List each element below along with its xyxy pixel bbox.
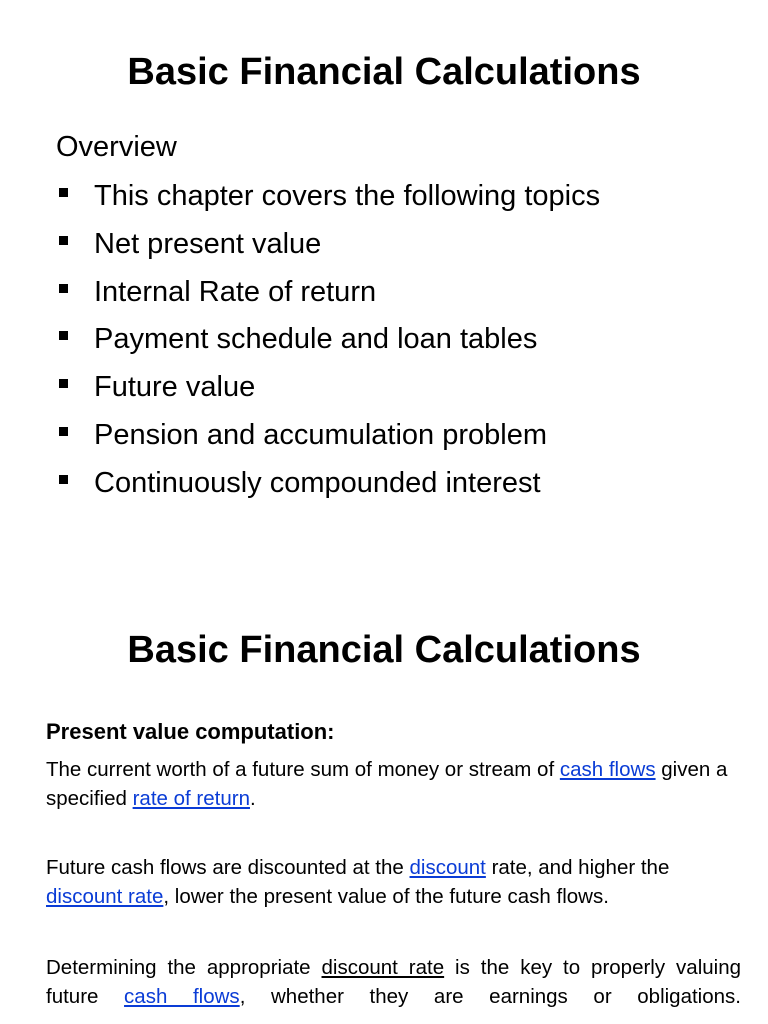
list-item-text: This chapter covers the following topics bbox=[94, 180, 601, 212]
list-item-text: Future value bbox=[94, 371, 256, 404]
list-item-text: Continuously compounded interest bbox=[94, 466, 541, 499]
square-bullet-icon bbox=[59, 236, 68, 245]
paragraph-text: , whether they are earnings or obligations. bbox=[239, 985, 741, 1008]
list-item bbox=[56, 415, 600, 463]
list-item bbox=[56, 272, 600, 320]
list-item-text: Net present value bbox=[94, 227, 322, 260]
paragraph-present-value bbox=[46, 755, 741, 813]
square-bullet-icon bbox=[59, 331, 68, 340]
overview-label: Overview bbox=[56, 131, 177, 163]
paragraph-text: Determining the appropriate bbox=[46, 956, 322, 979]
paragraph-discount-rate bbox=[46, 953, 741, 1011]
square-bullet-icon bbox=[59, 379, 68, 388]
paragraph-text: Future cash flows are discounted at the bbox=[46, 856, 410, 879]
list-item-text: Pension and accumulation problem bbox=[94, 418, 547, 451]
discount-rate-link[interactable]: discount rate bbox=[46, 885, 164, 908]
square-bullet-icon bbox=[59, 188, 68, 197]
paragraph-discounting bbox=[46, 853, 741, 911]
slide-1-title: Basic Financial Calculations bbox=[127, 51, 641, 93]
list-item bbox=[56, 319, 600, 367]
slide-2-title: Basic Financial Calculations bbox=[127, 629, 641, 671]
square-bullet-icon bbox=[59, 284, 68, 293]
list-item bbox=[56, 463, 600, 511]
list-item bbox=[56, 176, 600, 224]
topics-list bbox=[56, 176, 600, 511]
paragraph-text: , lower the present value of the future cash flows. bbox=[163, 885, 609, 908]
square-bullet-icon bbox=[59, 427, 68, 436]
discount-link[interactable]: discount bbox=[409, 856, 486, 879]
paragraph-text: given a specified bbox=[46, 758, 728, 810]
cash-flows-link[interactable]: cash flows bbox=[559, 758, 656, 781]
rate-of-return-link[interactable]: rate of return bbox=[132, 787, 250, 810]
list-item-text: Payment schedule and loan tables bbox=[94, 323, 538, 356]
list-item-text: Internal Rate of return bbox=[94, 275, 377, 308]
paragraph-text: is the key to properly valuing future bbox=[46, 956, 742, 1008]
paragraph-text: . bbox=[249, 787, 256, 810]
paragraph-text: The current worth of a future sum of money or stream of bbox=[46, 758, 560, 781]
square-bullet-icon bbox=[59, 475, 68, 484]
section-heading: Present value computation: bbox=[46, 719, 335, 744]
list-item bbox=[56, 367, 600, 415]
paragraph-text: rate, and higher the bbox=[485, 856, 670, 879]
discount-rate-underlined: discount rate bbox=[321, 956, 445, 979]
list-item bbox=[56, 224, 600, 272]
cash-flows-link[interactable]: cash flows bbox=[124, 985, 240, 1008]
